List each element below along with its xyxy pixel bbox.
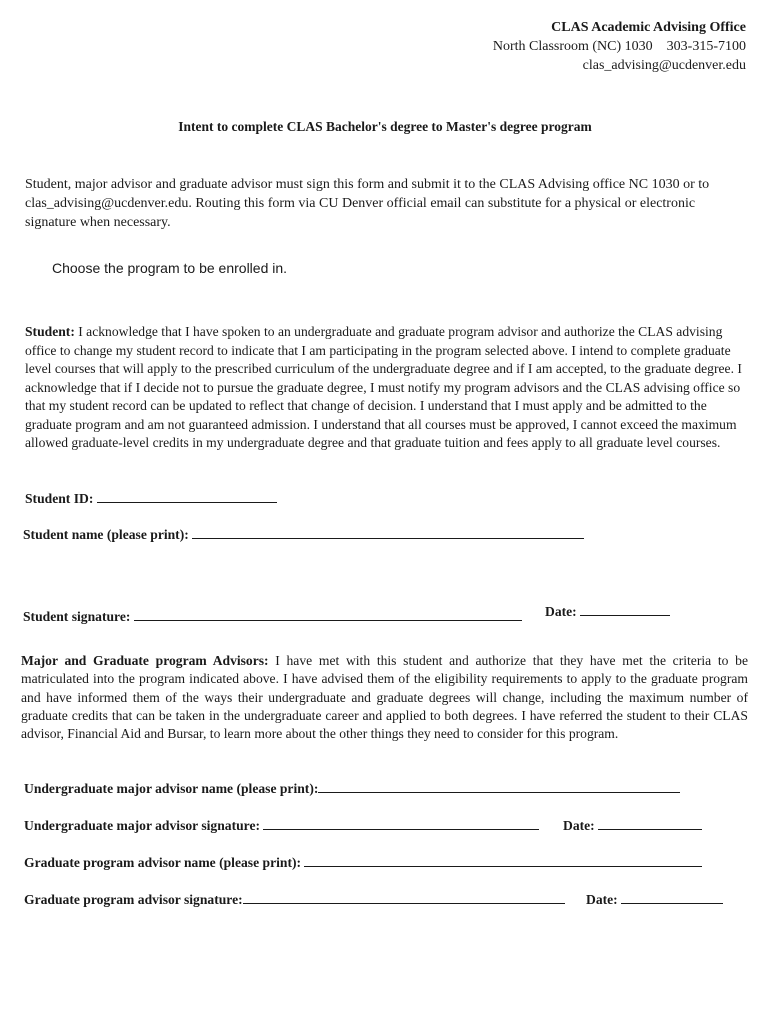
student-date-input[interactable] [580, 603, 670, 616]
student-acknowledgement [25, 323, 748, 453]
student-name-field [23, 526, 584, 543]
grad-advisor-signature-input[interactable] [243, 891, 565, 904]
office-location: North Classroom (NC) 1030 [492, 39, 653, 54]
ug-advisor-date-field [563, 817, 702, 834]
grad-advisor-date-input[interactable] [621, 891, 723, 904]
advisors-statement [21, 652, 748, 743]
ug-advisor-signature-label: Undergraduate major advisor signature: [24, 818, 260, 833]
grad-advisor-name-input[interactable] [304, 854, 702, 867]
student-signature-label: Student signature: [23, 609, 131, 624]
student-date-label: Date: [545, 604, 577, 619]
ug-advisor-date-input[interactable] [598, 817, 702, 830]
grad-advisor-signature-field [24, 891, 565, 908]
student-ack-label: Student: [25, 324, 75, 339]
grad-advisor-name-field [24, 854, 702, 871]
grad-advisor-date-label: Date: [586, 892, 618, 907]
student-id-field [25, 490, 277, 507]
advisors-text: I have met with this student and authorize that they have met the criteria to be matriculated into the program indicated above. I have advised them of the eligibility requirements to apply to the graduate program and have informed them of the ways their undergraduate and graduate degrees will change, including the maximum number of graduate credits that can be taken in the undergraduate career and applied to both degrees. I have referred the student to their CLAS advisor, Financial Aid and Bursar, to learn more about the other things they need to consider for this program. [21, 653, 748, 742]
student-name-input[interactable] [192, 526, 584, 539]
student-ack-text: I acknowledge that I have spoken to an undergraduate and graduate program advisor and authorize the CLAS advising office to change my student record to indicate that I am participating in the program selected above. I intend to complete graduate level courses that will apply to the prescribed curriculum of the undergraduate degree and if I am accepted, to the graduate degree. I acknowledge that if I decide not to pursue the graduate degree, I must notify my program advisors and the CLAS advising office so that my student record can be updated to reflect that change of decision. I understand that I must apply and be admitted to the graduate program and am not guaranteed admission. I understand that all courses must be approved, I cannot exceed the maximum allowed graduate-level credits in my undergraduate degree and that graduate tuition and fees apply to all graduate level courses. [25, 324, 742, 450]
student-id-input[interactable] [97, 490, 277, 503]
student-date-field [545, 603, 670, 620]
student-id-label: Student ID: [25, 491, 94, 506]
grad-advisor-date-field [586, 891, 723, 908]
ug-advisor-date-label: Date: [563, 818, 595, 833]
ug-advisor-name-field [24, 780, 680, 797]
advisors-label: Major and Graduate program Advisors: [21, 653, 269, 668]
program-select[interactable]: Choose the program to be enrolled in. [52, 260, 288, 276]
ug-advisor-name-input[interactable] [318, 780, 680, 793]
ug-advisor-name-label: Undergraduate major advisor name (please print): [24, 781, 319, 796]
student-signature-field [23, 608, 522, 625]
form-title: Intent to complete CLAS Bachelor's degree to Master's degree program [178, 119, 592, 134]
student-signature-input[interactable] [134, 608, 522, 621]
office-name: CLAS Academic Advising Office [551, 20, 746, 35]
office-header [493, 18, 746, 75]
ug-advisor-signature-input[interactable] [263, 817, 539, 830]
office-phone: 303-315-7100 [666, 39, 746, 54]
grad-advisor-signature-label: Graduate program advisor signature: [24, 892, 243, 907]
grad-advisor-name-label: Graduate program advisor name (please print): [24, 855, 302, 870]
ug-advisor-signature-field [24, 817, 539, 834]
office-address [493, 37, 746, 56]
student-name-label: Student name (please print): [23, 527, 189, 542]
office-email: clas_advising@ucdenver.edu [582, 58, 746, 73]
intro-paragraph: Student, major advisor and graduate advisor must sign this form and submit it to the CLAS Advising office NC 1030 or to clas_advising@ucdenver.edu. Routing this form via CU Denver official email can substitute for a physical or electronic signature when necessary. [25, 177, 710, 230]
